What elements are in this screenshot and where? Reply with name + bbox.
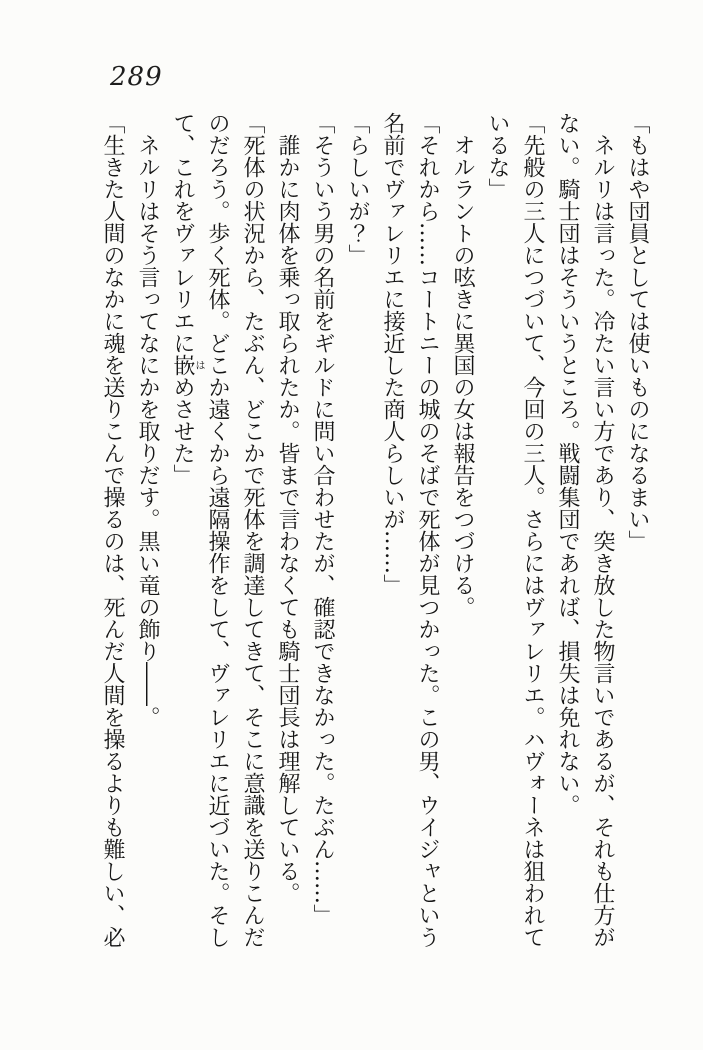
furigana-ruby: 嵌は — [170, 354, 204, 376]
paragraph: 「死体の状況から、たぶん、どこかで死体を調達してきて、そこに意識を送りこんだのだろう。歩く死体。どこか遠くから遠隔操作をして、ヴァレリエに近づいた。そして、これをヴァレリエに嵌はめさせた」 — [170, 112, 265, 948]
paragraph: ネルリは言った。冷たい言い方であり、突き放した物言いであるが、それも仕方がない。騎士団はそういうところ。戦闘集団であれば、損失は免れない。 — [555, 112, 615, 948]
paragraph: 「もはや団員としては使いものになるまい」 — [625, 112, 650, 552]
paragraph: 「先般の三人につづいて、今回の三人。さらにはヴァレリエ。ハヴォーネは狙われているな」 — [485, 112, 545, 948]
paragraph: 「生きた人間のなかに魂を送りこんで操るのは、死んだ人間を操るよりも難しい、必 — [100, 112, 125, 948]
paragraph: 「それから……コートニーの城のそばで死体が見つかった。この男、ウイジャという名前でヴァレリエに接近した商人らしいが……」 — [380, 112, 440, 948]
paragraph: 「らしいが？」 — [345, 112, 370, 266]
page-number: 289 — [110, 62, 163, 92]
text-block — [93, 112, 655, 952]
paragraph: ネルリはそう言ってなにかを取りだす。黒い竜の飾り――。 — [135, 134, 160, 728]
paragraph: 「そういう男の名前をギルドに問い合わせたが、確認できなかった。たぶん……」 — [310, 112, 335, 926]
paragraph: オルラントの呟きに異国の女は報告をつづける。 — [450, 134, 475, 618]
paragraph: 誰かに肉体を乗っ取られたか。皆まで言わなくても騎士団長は理解している。 — [275, 134, 300, 904]
